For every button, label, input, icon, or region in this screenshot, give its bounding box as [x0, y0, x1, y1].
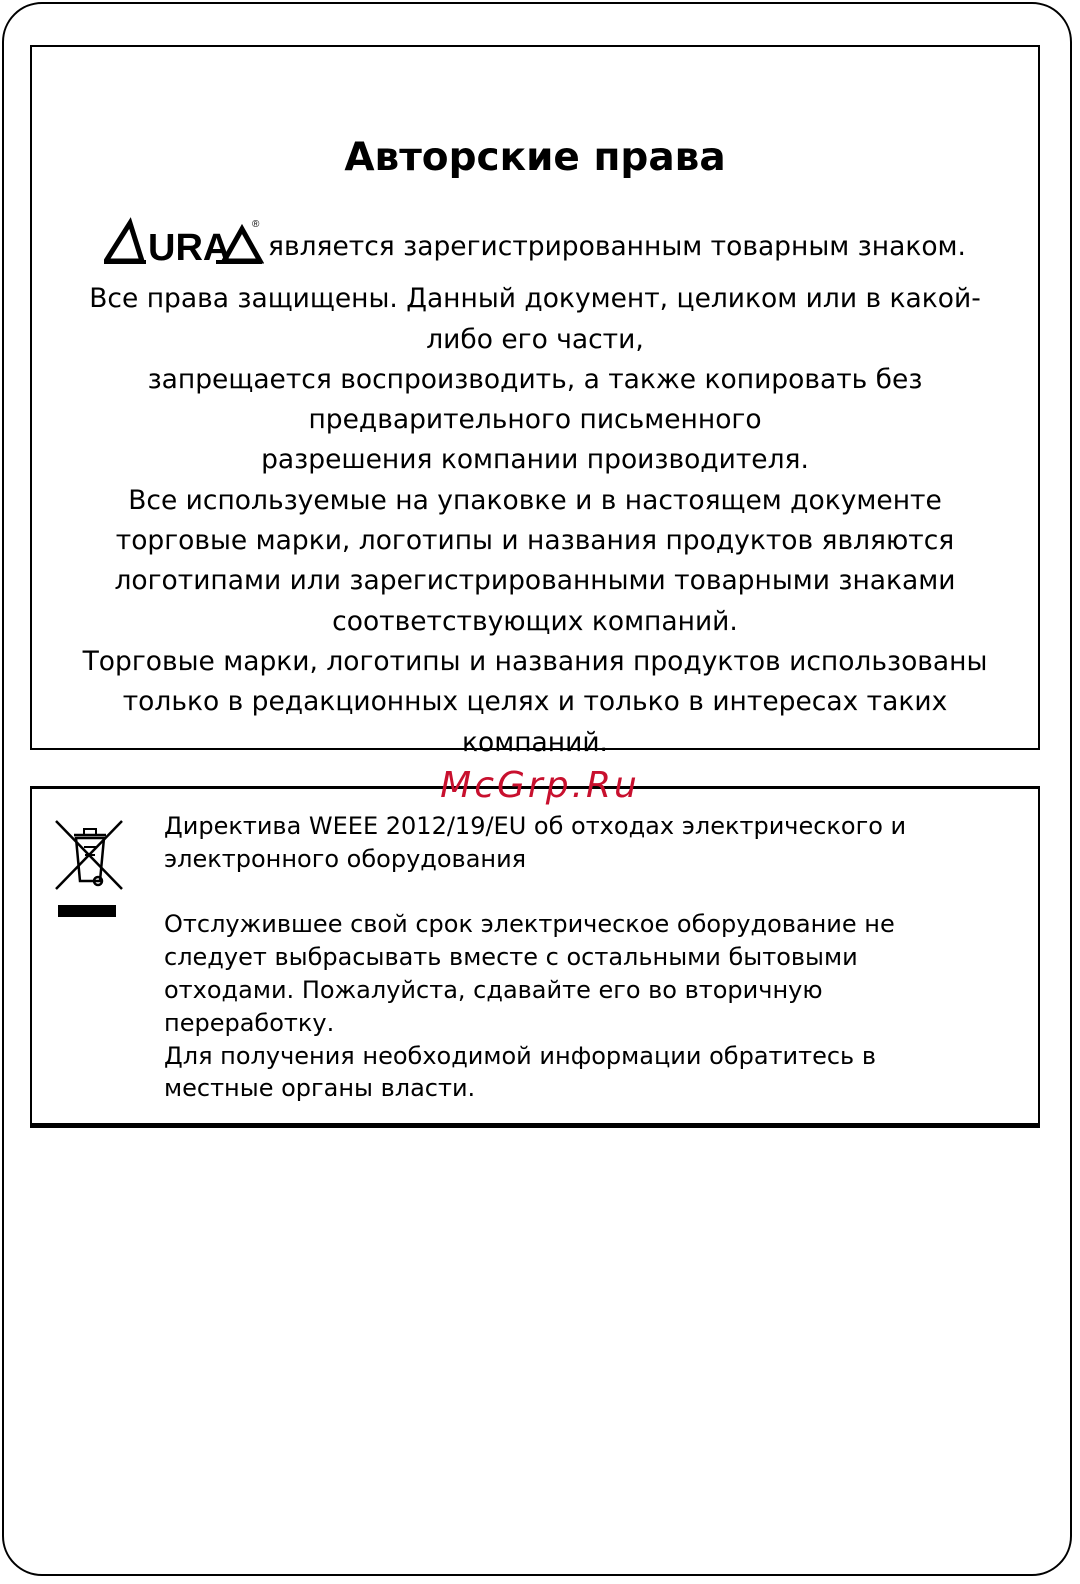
weee-section — [30, 786, 1040, 1128]
weee-heading-line: электронного оборудования — [164, 844, 527, 873]
crossed-out-wheelie-bin-icon — [54, 819, 126, 923]
paragraph-spacer — [164, 876, 1014, 909]
weee-body-line: переработку. — [164, 1008, 335, 1037]
weee-heading-line: Директива WEEE 2012/19/EU об отходах электрического и — [164, 812, 907, 840]
aura-logo-icon — [104, 217, 264, 267]
copyright-text-line: логотипами или зарегистрированными товарными знаками — [114, 565, 956, 597]
copyright-section — [30, 45, 1040, 758]
copyright-text-line: Все права защищены. Данный документ, целиком или в какой- — [89, 283, 981, 315]
weee-body-line: местные органы власти. — [164, 1074, 476, 1103]
weee-body-line: отходами. Пожалуйста, сдавайте его во вторичную — [164, 975, 823, 1004]
weee-body-line: Отслужившее свой срок электрическое оборудование не — [164, 910, 895, 939]
copyright-text-line: запрещается воспроизводить, а также копировать без — [147, 363, 923, 395]
copyright-title: Авторские права — [344, 135, 726, 180]
copyright-text-line: либо его части, — [426, 323, 644, 355]
weee-text — [164, 810, 1014, 1105]
copyright-text-line: только в редакционных целях и только в интересах таких — [122, 686, 948, 718]
copyright-body — [72, 217, 998, 763]
copyright-line-1 — [72, 217, 998, 279]
copyright-text-line: является зарегистрированным товарным знаком. — [268, 230, 966, 262]
copyright-text-line: Торговые марки, логотипы и названия продуктов использованы — [82, 645, 988, 677]
copyright-text-line: разрешения компании производителя. — [261, 444, 809, 476]
watermark: McGrp.Ru — [440, 765, 640, 806]
aura-logo-letters: URA — [148, 227, 231, 267]
copyright-text-line: торговые марки, логотипы и названия продуктов являются — [115, 525, 955, 557]
copyright-text-line: соответствующих компаний. — [332, 605, 738, 637]
weee-body-line: Для получения необходимой информации обратитесь в — [164, 1041, 876, 1070]
registered-mark: ® — [252, 219, 260, 230]
weee-body-line: следует выбрасывать вместе с остальными бытовыми — [164, 943, 858, 972]
copyright-text-line: Все используемые на упаковке и в настоящем документе — [128, 484, 942, 516]
copyright-text-line: предварительного письменного — [308, 404, 762, 436]
copyright-text-line: компаний. — [462, 726, 608, 758]
